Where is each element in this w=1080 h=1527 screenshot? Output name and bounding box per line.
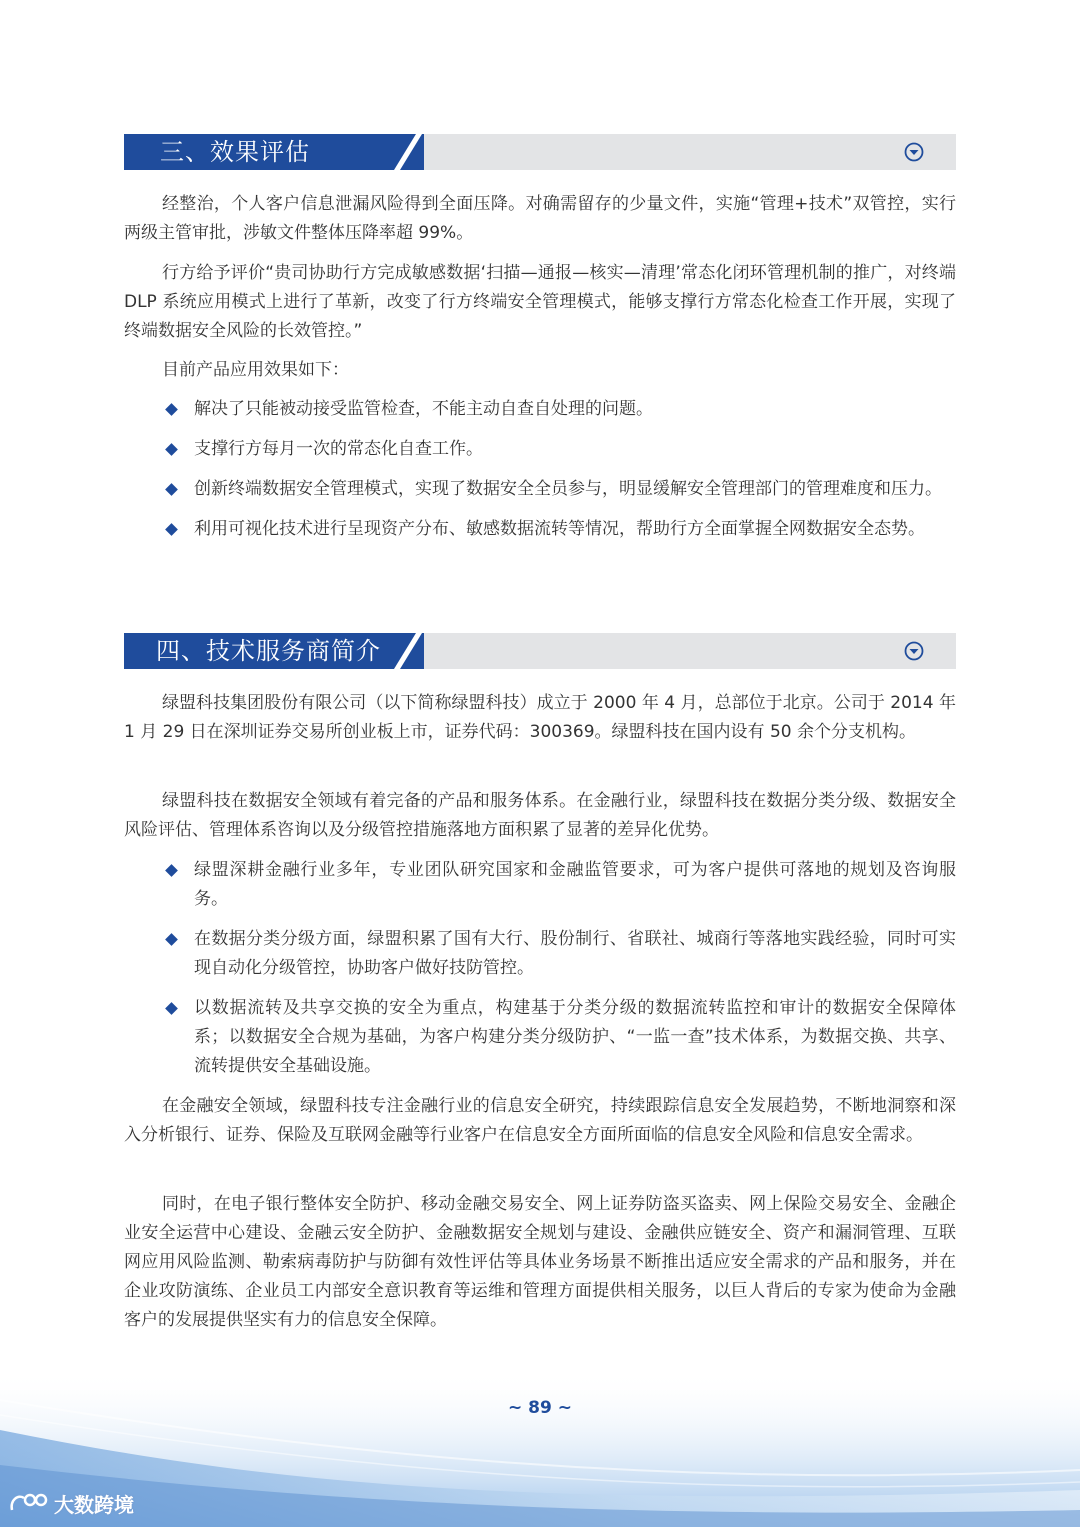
diamond-bullet-icon [165, 933, 178, 946]
watermark [8, 1488, 134, 1518]
section-title: 四、技术服务商简介 [156, 637, 381, 665]
footer-wave-background [0, 1370, 1080, 1527]
list-item [124, 515, 956, 544]
list-item [124, 994, 956, 1081]
section-header-bar [124, 134, 956, 170]
diamond-bullet-icon [165, 483, 178, 496]
watermark-logo-icon [8, 1490, 48, 1516]
paragraph: 经整治，个人客户信息泄漏风险得到全面压降。对确需留存的少量文件，实施“管理+技术”双管控，实行两级主管审批，涉敏文件整体压降率超 99%。 [124, 194, 956, 243]
list-item-text: 创新终端数据安全管理模式，实现了数据安全全员参与，明显缓解安全管理部门的管理难度和压力。 [194, 479, 942, 499]
list-item [124, 395, 956, 424]
section-title-stripe [394, 134, 434, 170]
paragraph: 绿盟科技集团股份有限公司（以下简称绿盟科技）成立于 2000 年 4 月，总部位于北京。公司于 2014 年 1 月 29 日在深圳证券交易所创业板上市，证券代码：300369。绿盟科技在国内设有 50 余个分支机构。 [124, 693, 956, 742]
list-item-text: 利用可视化技术进行呈现资产分布、敏感数据流转等情况，帮助行方全面掌握全网数据安全态势。 [194, 519, 925, 539]
page-number: ~ 89 ~ [508, 1398, 572, 1418]
list-item-text: 绿盟深耕金融行业多年，专业团队研究国家和金融监管要求，可为客户提供可落地的规划及咨询服务。 [194, 860, 956, 909]
section-header-bar [124, 633, 956, 669]
list-item-text: 以数据流转及共享交换的安全为重点，构建基于分类分级的数据流转监控和审计的数据安全保障体系；以数据安全合规为基础，为客户构建分类分级防护、“一监一查”技术体系，为数据交换、共享、流转提供安全基础设施。 [194, 998, 956, 1076]
list-item-text: 在数据分类分级方面，绿盟积累了国有大行、股份制行、省联社、城商行等落地实践经验，同时可实现自动化分级管控，协助客户做好技防管控。 [194, 929, 956, 978]
list-item [124, 435, 956, 464]
diamond-bullet-icon [165, 523, 178, 536]
paragraph: 在金融安全领域，绿盟科技专注金融行业的信息安全研究，持续跟踪信息安全发展趋势，不断地洞察和深入分析银行、证券、保险及互联网金融等行业客户在信息安全方面所面临的信息安全风险和信息安全需求。 [124, 1096, 956, 1145]
list-item [124, 925, 956, 983]
list-item-text: 支撑行方每月一次的常态化自查工作。 [194, 439, 483, 459]
paragraph: 绿盟科技在数据安全领域有着完备的产品和服务体系。在金融行业，绿盟科技在数据分类分级、数据安全风险评估、管理体系咨询以及分级管控措施落地方面积累了显著的差异化优势。 [124, 791, 956, 840]
diamond-bullet-icon [165, 443, 178, 456]
paragraph: 同时，在电子银行整体安全防护、移动金融交易安全、网上证券防盗买盗卖、网上保险交易安全、金融企业安全运营中心建设、金融云安全防护、金融数据安全规划与建设、金融供应链安全、资产和漏洞管理、互联网应用风险监测、勒索病毒防护与防御有效性评估等具体业务场景不断推出适应安全需求的产品和服务，并在企业攻防演练、企业员工内部安全意识教育等运维和管理方面提供相关服务，以巨人背后的专家为使命为金融客户的发展提供坚实有力的信息安全保障。 [124, 1194, 956, 1330]
bullet-list [124, 856, 956, 1081]
bullet-list [124, 395, 956, 544]
paragraph: 行方给予评价“贵司协助行方完成敏感数据‘扫描—通报—核实—清理’常态化闭环管理机制的推广，对终端 DLP 系统应用模式上进行了革新，改变了行方终端安全管理模式，能够支撑行方常态化检查工作开展，实现了终端数据安全风险的长效管控。” [124, 263, 956, 341]
section-title: 三、效果评估 [160, 138, 310, 166]
diamond-bullet-icon [165, 864, 178, 877]
list-item [124, 856, 956, 914]
chevron-down-circle-icon [904, 142, 924, 162]
diamond-bullet-icon [165, 1002, 178, 1015]
list-item-text: 解决了只能被动接受监管检查，不能主动自查自处理的问题。 [194, 399, 653, 419]
section-title-stripe [394, 633, 434, 669]
diamond-bullet-icon [165, 403, 178, 416]
list-item [124, 475, 956, 504]
chevron-down-circle-icon [904, 641, 924, 661]
watermark-text: 大数跨境 [54, 1492, 134, 1517]
paragraph: 目前产品应用效果如下： [162, 360, 349, 380]
